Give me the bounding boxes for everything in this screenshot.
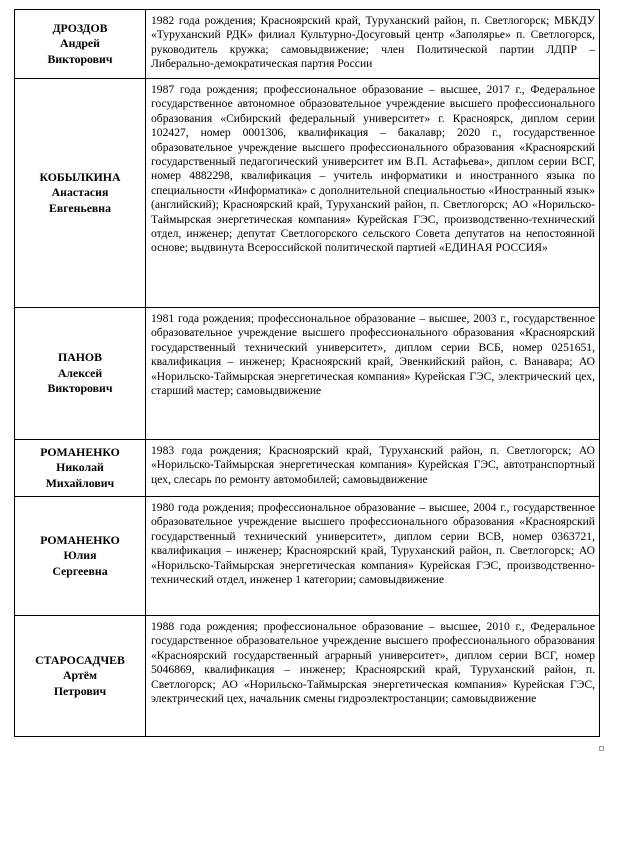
candidate-patronymic: Евгеньевна (48, 200, 111, 215)
table-resize-handle[interactable] (599, 746, 604, 751)
candidate-name-cell (15, 308, 146, 440)
candidate-patronymic: Сергеевна (52, 563, 108, 578)
candidate-row (15, 440, 600, 497)
candidate-first-name: Андрей (60, 36, 100, 51)
candidate-row (15, 308, 600, 440)
candidate-surname: РОМАНЕНКО (40, 444, 120, 459)
candidate-first-name: Анастасия (51, 185, 109, 200)
candidate-first-name: Алексей (57, 365, 103, 380)
candidate-info: 1987 года рождения; профессиональное образование – высшее, 2017 г., Федеральное государственное автономное образовательное учреждение высшего профессионального образования «Сибирский федеральный университет» г. Красноярск, диплом серии 102427, номер 0001306, квалификация – бакалавр; 2020 г., государственное образовательное учреждение высшего профессионального образования «Красноярский государственный педагогический университет им В.П. Астафьева», диплом серии ВСГ, номер 4882298, квалификация – учитель информатики и иностранного языка по специальности «Информатика» с дополнительной специальностью «Иностранный язык» (английский); Красноярский край, Туруханский район, п. Светлогорск; АО «Норильско-Таймырская энергетическая компания» Курейская ГЭС, производственно-технический отдел, инженер; депутат Светлогорского сельского Совета депутатов на непостоянной основе; выдвинута Всероссийской политической партией «ЕДИНАЯ РОССИЯ» (146, 79, 600, 308)
candidate-info: 1980 года рождения; профессиональное образование – высшее, 2004 г., государственное образовательное учреждение высшего профессионального образования «Красноярский государственный технический университет», диплом серии ВСВ, номер 0363721, квалификация – инженер; Красноярский край, Туруханский район, п. Светлогорск; АО «Норильско-Таймырская энергетическая компания» Курейская ГЭС, производственно-технический отдел, инженер 1 категории; самовыдвижение (146, 497, 600, 616)
candidate-info: 1982 года рождения; Красноярский край, Туруханский район, п. Светлогорск; МБКДУ «Туруханский РДК» филиал Культурно-Досуговый центр «Заполярье» п. Светлогорск, руководитель кружка; самовыдвижение; член Политической партии ЛДПР – Либерально-демократическая партия России (146, 10, 600, 79)
candidate-patronymic: Петрович (53, 683, 107, 698)
candidate-info: 1988 года рождения; профессиональное образование – высшее, 2010 г., Федеральное государственное образовательное учреждение высшего профессионального образования «Красноярский государственный аграрный университет», диплом серии ВСГ, номер 5046869, квалификация – инженер; Красноярский край, Туруханский район, п. Светлогорск; АО «Норильско-Таймырская энергетическая компания» Курейская ГЭС, электрический цех, начальник смены гидроэлектростанции; самовыдвижение (146, 616, 600, 737)
candidate-patronymic: Михайлович (45, 475, 115, 490)
candidate-surname: КОБЫЛКИНА (39, 169, 121, 184)
candidate-name-cell (15, 616, 146, 737)
candidate-info: 1981 года рождения; профессиональное образование – высшее, 2003 г., государственное образовательное учреждение высшего профессионального образования «Красноярский государственный технический университет», диплом серии ВСБ, номер 0251651, квалификация – инженер; Красноярский край, Эвенкийский район, с. Ванавара; АО «Норильско-Таймырская энергетическая компания» Курейская ГЭС, электрический цех, старший мастер; самовыдвижение (146, 308, 600, 440)
candidate-first-name: Николай (56, 460, 104, 475)
candidate-name-cell (15, 10, 146, 79)
candidate-first-name: Юлия (63, 548, 97, 563)
candidate-patronymic: Викторович (47, 381, 113, 396)
candidate-row (15, 10, 600, 79)
candidate-name-cell (15, 440, 146, 497)
candidate-info: 1983 года рождения; Красноярский край, Туруханский район, п. Светлогорск; АО «Норильско-Таймырская энергетическая компания» Курейская ГЭС, автотранспортный цех, слесарь по ремонту автомобилей; самовыдвижение (146, 440, 600, 497)
candidate-surname: РОМАНЕНКО (40, 532, 120, 547)
candidate-row (15, 616, 600, 737)
candidates-table (14, 9, 600, 737)
candidate-row (15, 79, 600, 308)
candidate-name-cell (15, 497, 146, 616)
candidate-first-name: Артём (63, 668, 97, 683)
candidate-surname: ДРОЗДОВ (52, 20, 108, 35)
candidate-surname: ПАНОВ (58, 350, 102, 365)
candidate-surname: СТАРОСАДЧЕВ (35, 652, 125, 667)
candidate-row (15, 497, 600, 616)
candidate-patronymic: Викторович (47, 51, 113, 66)
candidate-name-cell (15, 79, 146, 308)
